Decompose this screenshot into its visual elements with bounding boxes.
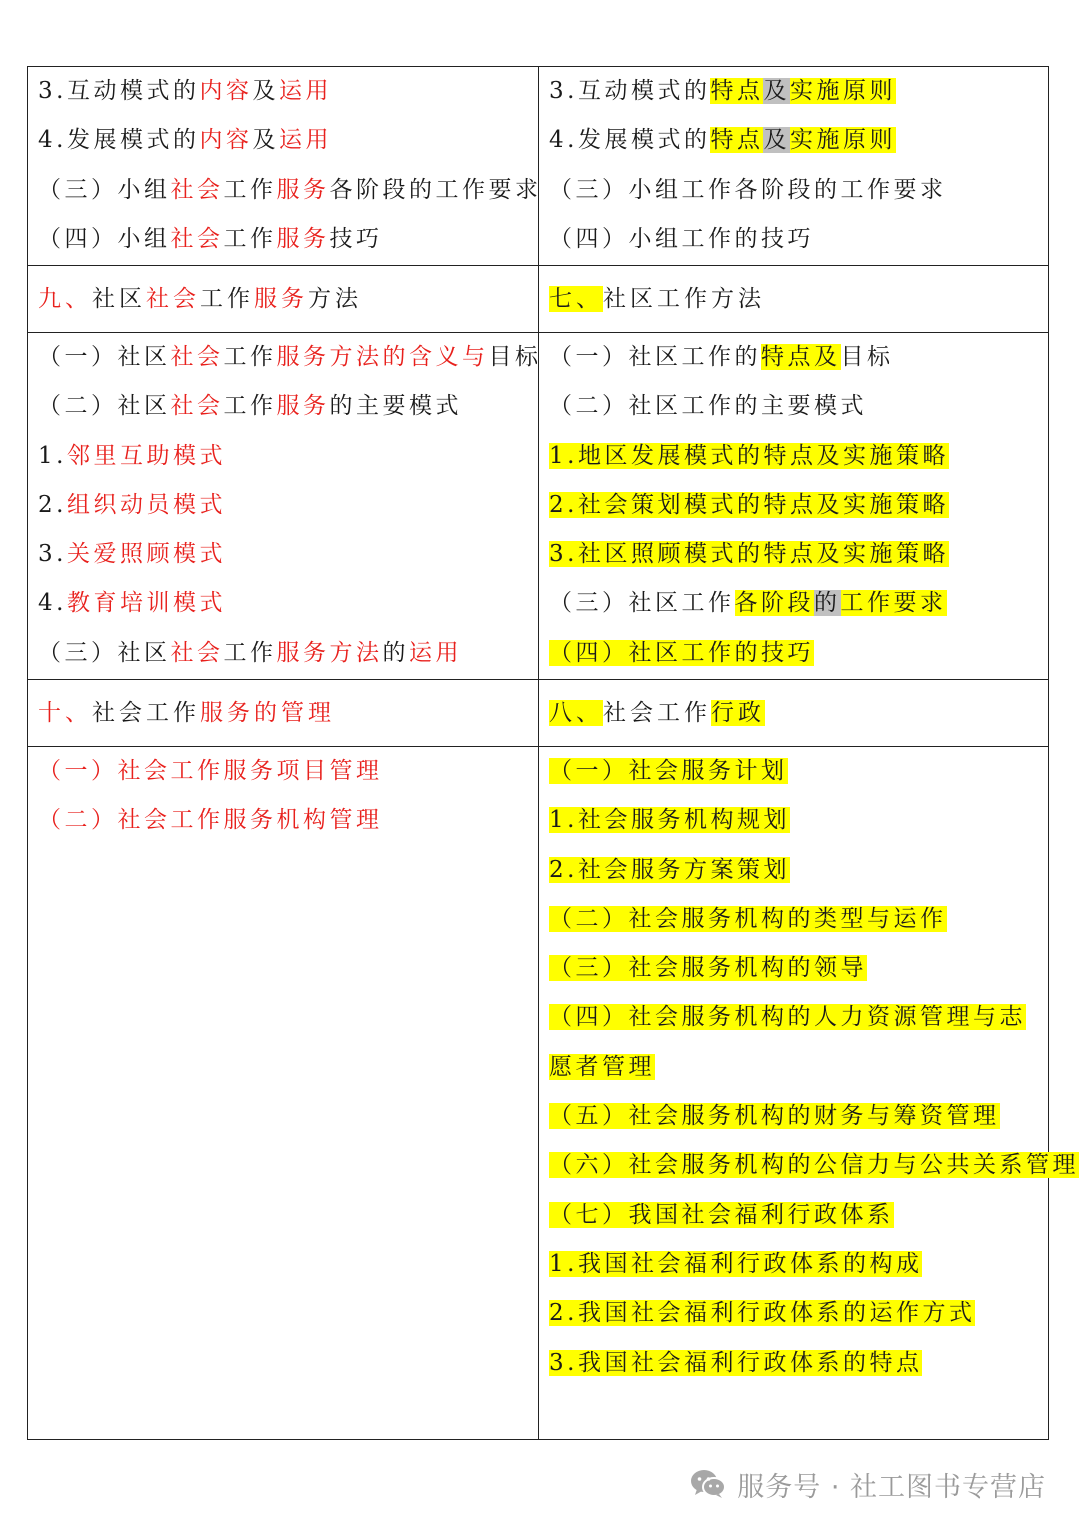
comparison-table	[27, 66, 1079, 1440]
table-row-heading2	[28, 266, 1049, 333]
wechat-icon	[689, 1468, 727, 1500]
highlighted-text-run: 1.地区发展模式的特点及实施策略	[549, 442, 949, 469]
text-run: 工作	[223, 393, 277, 420]
outline-item	[549, 1289, 1038, 1338]
text-run: （三）小组工作各阶段的工作要求	[549, 176, 947, 203]
footer-text: 服务号 · 社工图书专营店	[737, 1471, 1046, 1503]
outline-item	[549, 382, 1038, 431]
text-run: 的主要模式	[329, 393, 462, 420]
text-run: （四）小组工作的技巧	[549, 225, 814, 252]
highlighted-text-run: （三）社会服务机构的领导	[549, 955, 867, 982]
red-text-run: 关爱照顾模式	[66, 541, 226, 568]
text-run: 4.发展模式的	[549, 127, 711, 154]
highlighted-text-run: （七）我国社会福利行政体系	[549, 1201, 894, 1228]
gray-highlighted-text-run: 及	[763, 78, 790, 104]
highlighted-text-run: （六）社会服务机构的公信力与公共关系管理	[549, 1152, 1079, 1179]
highlighted-text-run: （一）社会服务计划	[549, 758, 788, 784]
outline-item	[549, 481, 1038, 530]
outline-item	[549, 530, 1038, 579]
highlighted-text-run: 2.我国社会福利行政体系的运作方式	[549, 1300, 976, 1327]
highlighted-text-run: （四）社区工作的技巧	[549, 639, 814, 666]
outline-item	[38, 166, 542, 215]
red-text-run: 社会	[170, 176, 224, 203]
outline-item	[38, 629, 528, 678]
text-run: 方法	[308, 286, 362, 312]
text-run: 目标	[488, 344, 542, 370]
outline-item	[549, 1339, 1038, 1388]
highlighted-text-run: 3.我国社会福利行政体系的特点	[549, 1349, 923, 1376]
text-run: 3.	[38, 541, 67, 568]
highlighted-text-run: 行政	[711, 700, 765, 726]
text-run: 工作	[223, 176, 277, 203]
text-run: （三）小组	[38, 176, 171, 203]
table-row-section2	[28, 333, 1049, 680]
text-run: 4.发展模式的	[38, 127, 200, 154]
new-chapter-heading	[539, 266, 1049, 333]
text-run: （二）社区	[38, 393, 171, 420]
highlighted-text-run: 1.社会服务机构规划	[549, 807, 790, 834]
outline-item	[38, 579, 528, 628]
text-run: 的	[382, 639, 409, 666]
gray-highlighted-text-run: 及	[763, 127, 790, 154]
text-run: 及	[252, 127, 279, 154]
outline-item	[38, 796, 528, 845]
outline-item	[549, 67, 1038, 116]
outline-item	[38, 215, 528, 264]
red-text-run: 运用	[409, 639, 462, 666]
text-run: 社会工作	[603, 700, 711, 726]
outline-item	[549, 944, 1038, 993]
highlighted-text-run: 特点及	[761, 344, 841, 370]
highlighted-text-run: 2.社会服务方案策划	[549, 856, 790, 883]
red-text-run: 内容	[199, 127, 253, 154]
red-text-run: 服务	[276, 393, 330, 420]
new-syllabus-cell	[539, 333, 1049, 680]
red-text-run: 九、	[38, 286, 92, 312]
red-text-run: 服务方法	[276, 639, 383, 666]
outline-item	[549, 895, 1038, 944]
highlighted-text-run: （四）社会服务机构的人力资源管理与志愿者管理	[549, 1004, 1026, 1080]
highlighted-text-run: 1.我国社会福利行政体系的构成	[549, 1250, 923, 1277]
highlighted-text-run: 3.社区照顾模式的特点及实施策略	[549, 541, 949, 568]
outline-item	[38, 481, 528, 530]
highlighted-text-run: 特点	[710, 78, 764, 104]
chapter-title	[38, 680, 528, 746]
outline-item	[549, 1092, 1038, 1141]
highlighted-text-run: （二）社会服务机构的类型与运作	[549, 905, 947, 932]
gray-highlighted-text-run: 的	[814, 590, 841, 617]
table-row-section3	[28, 747, 1049, 1440]
outline-item	[549, 215, 1038, 264]
text-run: （四）小组	[38, 225, 171, 252]
text-run: 3.互动模式的	[38, 78, 200, 104]
red-text-run: 组织动员模式	[66, 491, 226, 518]
outline-item	[549, 993, 1038, 1092]
outline-item	[549, 333, 1038, 382]
outline-item	[549, 747, 1038, 796]
text-run: （三）社区工作	[549, 590, 735, 617]
text-run: 3.互动模式的	[549, 78, 711, 104]
red-text-run: 社会	[170, 639, 224, 666]
text-run: 社区工作方法	[603, 286, 765, 312]
new-syllabus-cell	[539, 67, 1049, 266]
text-run: 1.	[38, 442, 67, 469]
outline-item	[549, 1240, 1038, 1289]
old-syllabus-cell	[28, 747, 539, 1440]
red-text-run: 服务	[276, 225, 330, 252]
red-text-run: （二）社会工作服务机构管理	[38, 807, 383, 834]
outline-item	[549, 1141, 1079, 1190]
red-text-run: 教育培训模式	[66, 590, 226, 617]
chapter-title	[549, 680, 1038, 746]
outline-item	[549, 1191, 1038, 1240]
old-syllabus-cell	[28, 333, 542, 680]
highlighted-text-run: 2.社会策划模式的特点及实施策略	[549, 491, 949, 518]
text-run: 目标	[840, 344, 894, 370]
red-text-run: 服务的管理	[200, 700, 335, 726]
outline-item	[38, 116, 528, 165]
red-text-run: 社会	[170, 344, 224, 370]
highlighted-text-run: （五）社会服务机构的财务与筹资管理	[549, 1103, 1000, 1130]
red-text-run: 十、	[38, 700, 92, 726]
text-run: 工作	[223, 344, 277, 370]
outline-item	[38, 530, 528, 579]
outline-item	[38, 747, 528, 796]
outline-item	[38, 432, 528, 481]
text-run: （二）社区工作的主要模式	[549, 393, 867, 420]
footer-watermark	[689, 1462, 1046, 1506]
new-syllabus-cell	[539, 747, 1079, 1440]
text-run: 工作	[223, 639, 277, 666]
old-syllabus-cell	[28, 67, 542, 266]
red-text-run: 运用	[278, 127, 332, 154]
text-run: （一）社区工作的	[549, 344, 761, 370]
chapter-title	[38, 266, 528, 332]
old-chapter-heading	[28, 266, 539, 333]
text-run: （三）社区	[38, 639, 171, 666]
old-chapter-heading	[28, 680, 539, 747]
red-text-run: 社会	[170, 393, 224, 420]
highlighted-text-run: 七、	[549, 286, 603, 312]
chapter-title	[549, 266, 1038, 332]
red-text-run: 社会	[146, 286, 200, 312]
text-run: 及	[252, 78, 279, 104]
outline-item	[549, 796, 1038, 845]
red-text-run: 服务	[276, 176, 330, 203]
highlighted-text-run: 各阶段	[734, 590, 814, 617]
text-run: 技巧	[329, 225, 383, 252]
text-run: 社会工作	[92, 700, 200, 726]
outline-item	[549, 116, 1038, 165]
text-run: 4.	[38, 590, 67, 617]
new-chapter-heading	[539, 680, 1049, 747]
red-text-run: 邻里互助模式	[66, 442, 226, 469]
outline-item	[549, 166, 1038, 215]
red-text-run: 服务	[254, 286, 308, 312]
red-text-run: 社会	[170, 225, 224, 252]
text-run: （一）社区	[38, 344, 171, 370]
highlighted-text-run: 特点	[710, 127, 764, 154]
outline-item	[38, 67, 528, 116]
outline-item	[549, 432, 1038, 481]
text-run: 工作	[223, 225, 277, 252]
table-row-section1	[28, 67, 1049, 266]
outline-item	[38, 382, 528, 431]
text-run: 社区	[92, 286, 146, 312]
red-text-run: 运用	[278, 78, 332, 104]
outline-item	[549, 629, 1038, 678]
table-row-heading3	[28, 680, 1049, 747]
highlighted-text-run: 工作要求	[840, 590, 947, 617]
highlighted-text-run: 实施原则	[789, 78, 896, 104]
text-run: 工作	[200, 286, 254, 312]
red-text-run: （一）社会工作服务项目管理	[38, 758, 383, 784]
highlighted-text-run: 八、	[549, 700, 603, 726]
text-run: 2.	[38, 491, 67, 518]
red-text-run: 内容	[199, 78, 253, 104]
outline-item	[38, 333, 542, 382]
outline-item	[549, 579, 1038, 628]
text-run: 各阶段的工作要求	[329, 176, 542, 203]
outline-item	[549, 846, 1038, 895]
red-text-run: 服务方法的含义与	[276, 344, 489, 370]
highlighted-text-run: 实施原则	[789, 127, 896, 154]
